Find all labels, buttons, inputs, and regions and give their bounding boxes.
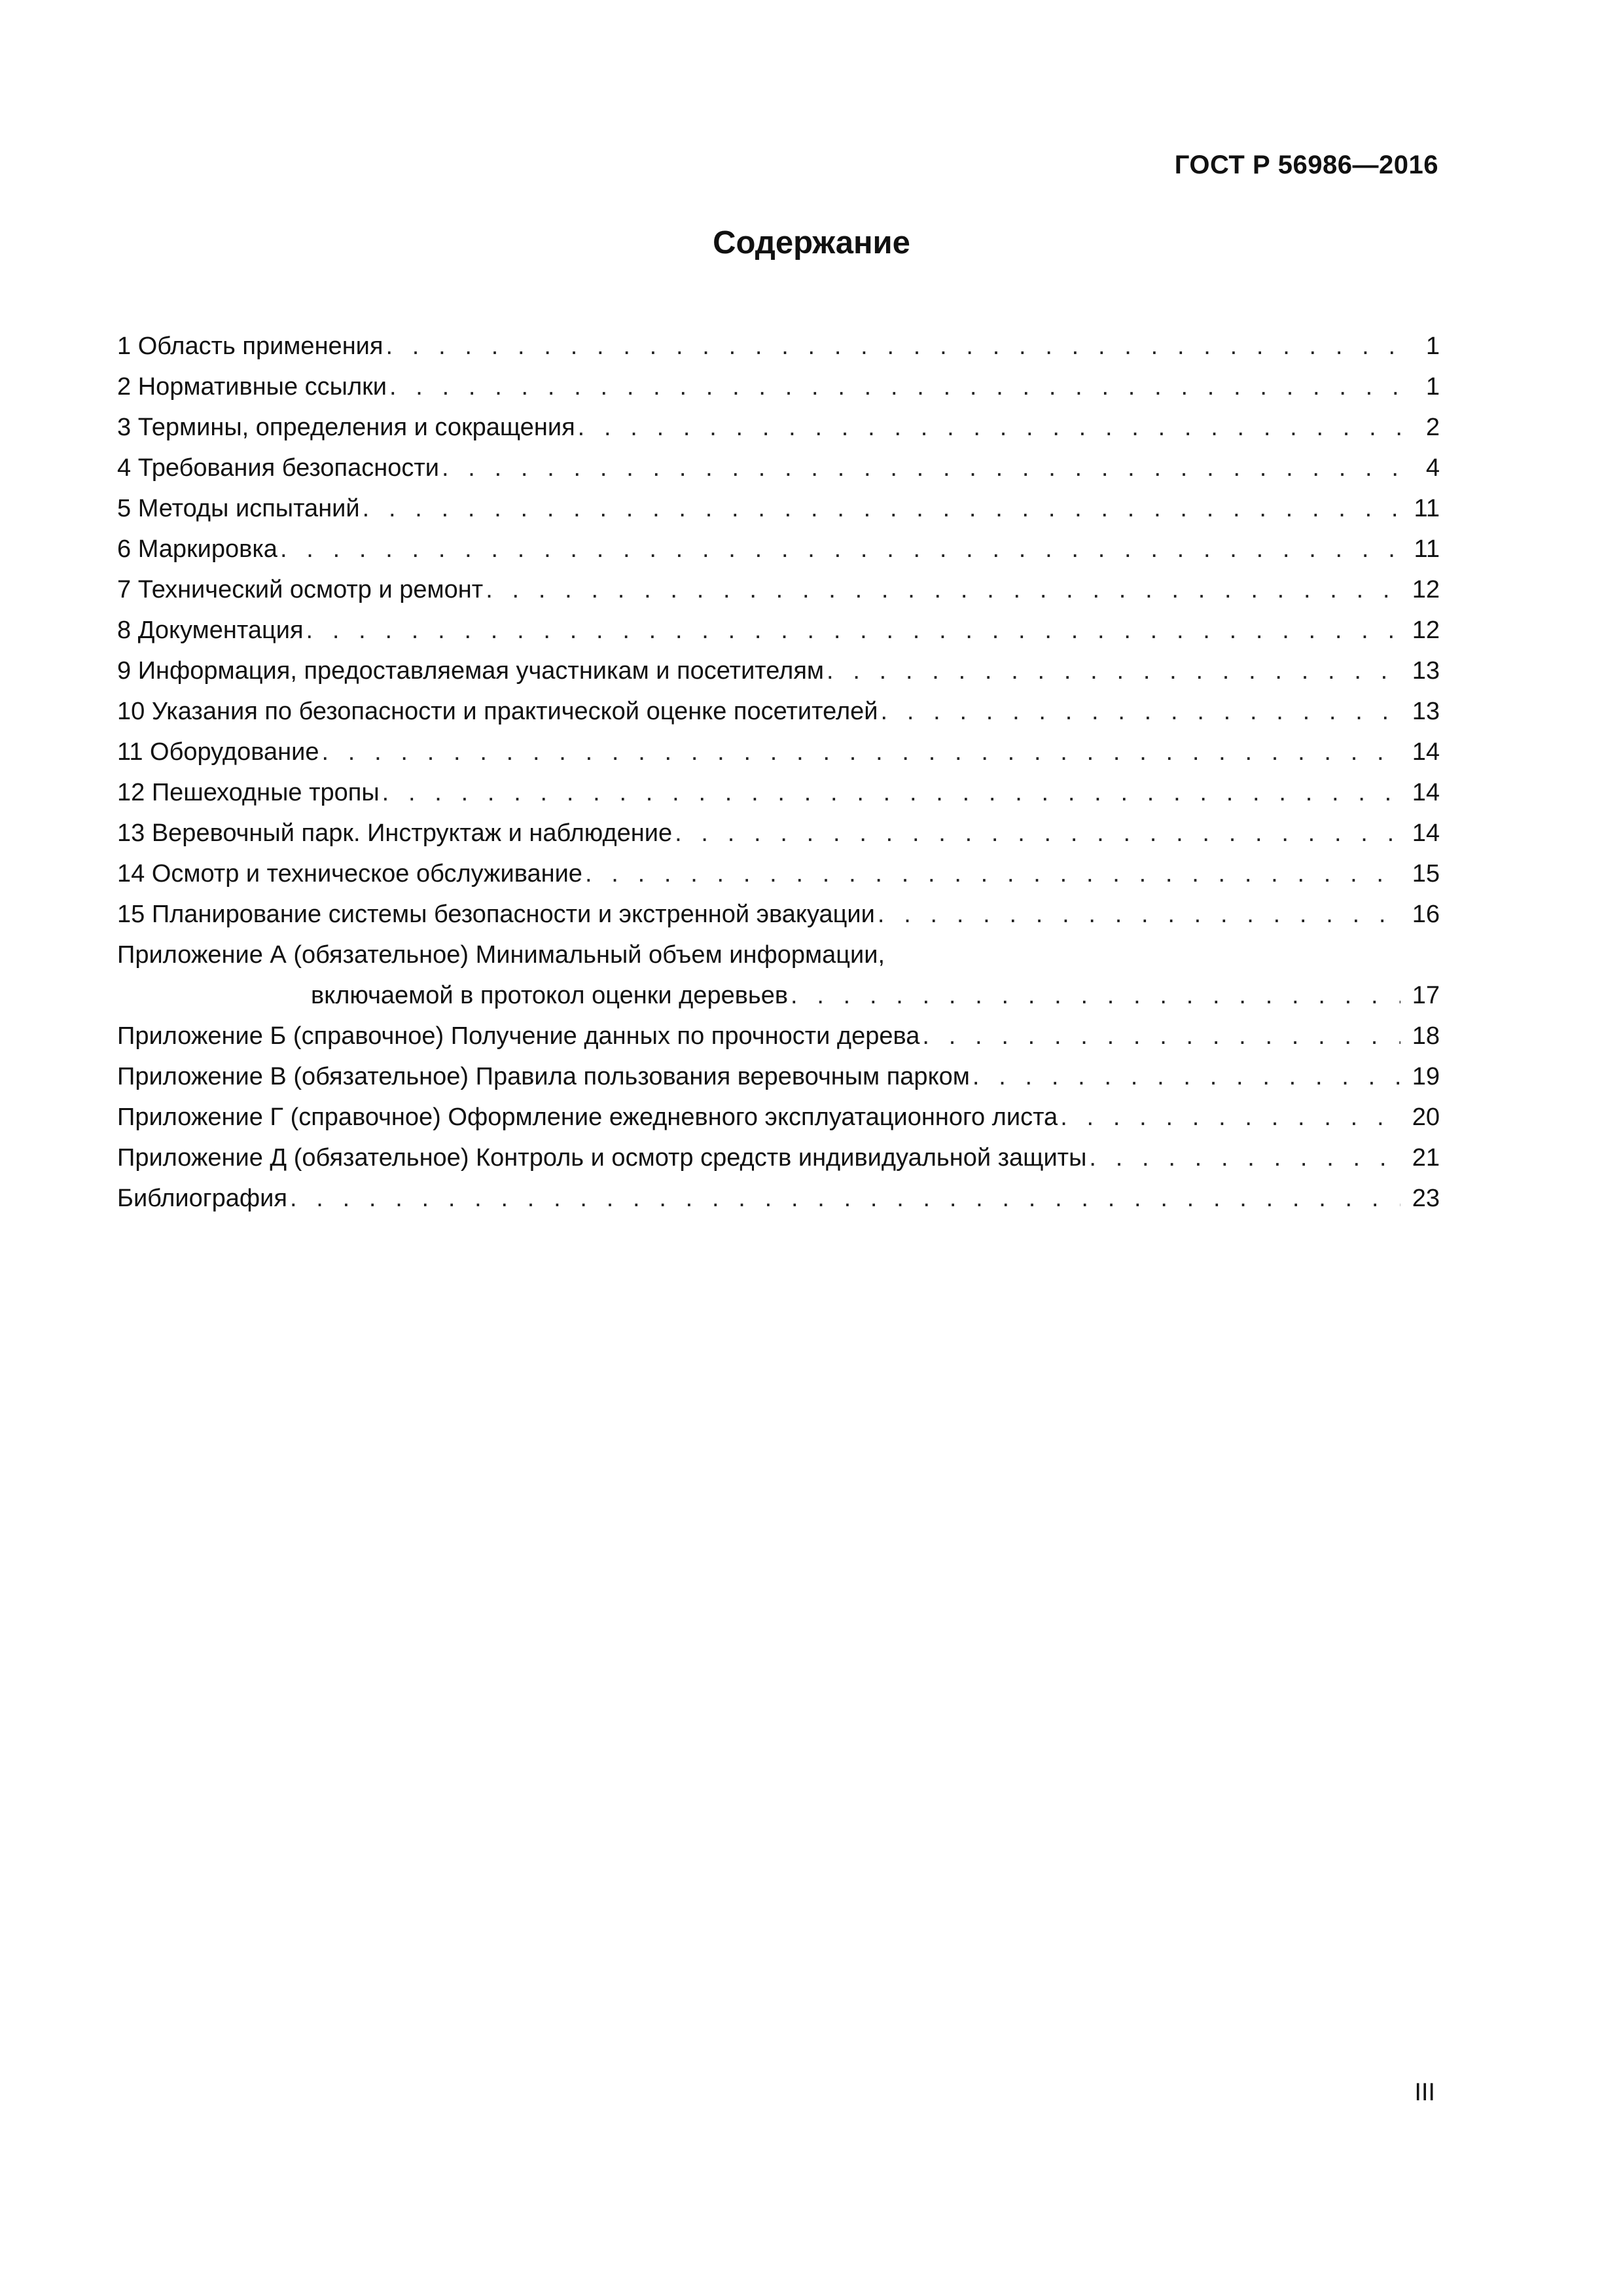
toc-entry-page: 13 — [1412, 657, 1440, 685]
toc-entry-6[interactable] — [117, 529, 1440, 569]
dot-leader — [1060, 1097, 1400, 1138]
toc-entry-title: 13 Веревочный парк. Инструктаж и наблюдение — [117, 819, 673, 847]
toc-entry-appendix-d[interactable] — [117, 1138, 1440, 1178]
toc-entry-page: 19 — [1412, 1063, 1440, 1090]
toc-entry-page: 21 — [1412, 1144, 1440, 1172]
toc-entry-page: 1 — [1425, 332, 1440, 360]
toc-entry-page: 14 — [1412, 779, 1440, 806]
dot-leader — [280, 529, 1400, 569]
toc-entry-page: 13 — [1412, 698, 1440, 725]
toc-entry-page: 4 — [1425, 454, 1440, 482]
dot-leader — [972, 1056, 1400, 1097]
toc-entry-title: 12 Пешеходные тропы — [117, 779, 380, 806]
dot-leader — [389, 367, 1400, 407]
toc-entry-appendix-a[interactable] — [117, 935, 1440, 1016]
dot-leader — [385, 326, 1400, 367]
dot-leader — [585, 853, 1400, 894]
dot-leader — [675, 813, 1400, 853]
toc-entry-page: 17 — [1412, 982, 1440, 1009]
toc-entry-title: 15 Планирование системы безопасности и экстренной эвакуации — [117, 901, 875, 928]
dot-leader — [363, 488, 1400, 529]
toc-entry-title: Приложение Д (обязательное) Контроль и осмотр средств индивидуальной защиты — [117, 1144, 1087, 1172]
dot-leader — [578, 407, 1400, 448]
toc-entry-title: 6 Маркировка — [117, 535, 277, 563]
toc-entry-page: 11 — [1414, 535, 1440, 563]
toc-entry-title: 8 Документация — [117, 617, 304, 644]
toc-entry-14[interactable] — [117, 853, 1440, 894]
toc-entry-13[interactable] — [117, 813, 1440, 853]
toc-entry-page: 12 — [1412, 576, 1440, 603]
toc-entry-10[interactable] — [117, 691, 1440, 732]
dot-leader — [382, 772, 1400, 813]
toc-entry-page: 1 — [1425, 373, 1440, 401]
toc-entry-continuation-line — [117, 975, 1440, 1016]
toc-entry-title: Приложение Б (справочное) Получение данных по прочности дерева — [117, 1022, 920, 1050]
dot-leader — [878, 894, 1400, 935]
dot-leader — [486, 569, 1400, 610]
dot-leader — [922, 1016, 1400, 1056]
toc-entry-title: Приложение Г (справочное) Оформление ежедневного эксплуатационного листа — [117, 1103, 1058, 1131]
toc-entry-title: 3 Термины, определения и сокращения — [117, 414, 575, 441]
toc-entry-1[interactable] — [117, 326, 1440, 367]
dot-leader — [290, 1178, 1400, 1219]
toc-entry-title: Библиография — [117, 1185, 287, 1212]
toc-entry-page: 20 — [1412, 1103, 1440, 1131]
toc-entry-title: Приложение А (обязательное) Минимальный объем информации, — [117, 941, 885, 969]
toc-entry-title: 5 Методы испытаний — [117, 495, 360, 522]
toc-entry-bibliography[interactable] — [117, 1178, 1440, 1219]
toc-entry-7[interactable] — [117, 569, 1440, 610]
toc-entry-title: 14 Осмотр и техническое обслуживание — [117, 860, 582, 888]
toc-entry-appendix-b[interactable] — [117, 1016, 1440, 1056]
toc-entry-page: 12 — [1412, 617, 1440, 644]
toc-entry-page: 2 — [1425, 414, 1440, 441]
toc-entry-5[interactable] — [117, 488, 1440, 529]
toc-entry-title: 9 Информация, предоставляемая участникам и посетителям — [117, 657, 825, 685]
toc-entry-12[interactable] — [117, 772, 1440, 813]
page-number: III — [1414, 2079, 1435, 2106]
toc-entry-title: 11 Оборудование — [117, 738, 319, 766]
toc-entry-4[interactable] — [117, 448, 1440, 488]
toc-entry-page: 14 — [1412, 819, 1440, 847]
toc-entry-page: 16 — [1412, 901, 1440, 928]
toc-entry-3[interactable] — [117, 407, 1440, 448]
toc-entry-page: 23 — [1412, 1185, 1440, 1212]
dot-leader — [442, 448, 1400, 488]
dot-leader — [306, 610, 1400, 651]
document-code: ГОСТ Р 56986—2016 — [1174, 151, 1438, 179]
dot-leader — [881, 691, 1400, 732]
dot-leader — [791, 975, 1400, 1016]
toc-entry-page: 14 — [1412, 738, 1440, 766]
toc-entry-2[interactable] — [117, 367, 1440, 407]
toc-entry-appendix-v[interactable] — [117, 1056, 1440, 1097]
toc-entry-title: 7 Технический осмотр и ремонт — [117, 576, 484, 603]
dot-leader — [1089, 1138, 1400, 1178]
toc-entry-title: 2 Нормативные ссылки — [117, 373, 387, 401]
table-of-contents — [117, 326, 1440, 1219]
toc-entry-11[interactable] — [117, 732, 1440, 772]
toc-entry-title: 1 Область применения — [117, 332, 383, 360]
toc-entry-15[interactable] — [117, 894, 1440, 935]
toc-entry-page: 15 — [1412, 860, 1440, 888]
toc-entry-page: 11 — [1414, 495, 1440, 522]
toc-entry-page: 18 — [1412, 1022, 1440, 1050]
dot-leader — [827, 651, 1400, 691]
toc-entry-title: 4 Требования безопасности — [117, 454, 439, 482]
toc-entry-title: 10 Указания по безопасности и практической оценке посетителей — [117, 698, 878, 725]
toc-entry-title-continuation: включаемой в протокол оценки деревьев — [311, 982, 789, 1009]
toc-entry-9[interactable] — [117, 651, 1440, 691]
toc-title: Содержание — [713, 225, 910, 260]
toc-entry-appendix-g[interactable] — [117, 1097, 1440, 1138]
toc-entry-title: Приложение В (обязательное) Правила пользования веревочным парком — [117, 1063, 970, 1090]
dot-leader — [321, 732, 1400, 772]
toc-entry-8[interactable] — [117, 610, 1440, 651]
